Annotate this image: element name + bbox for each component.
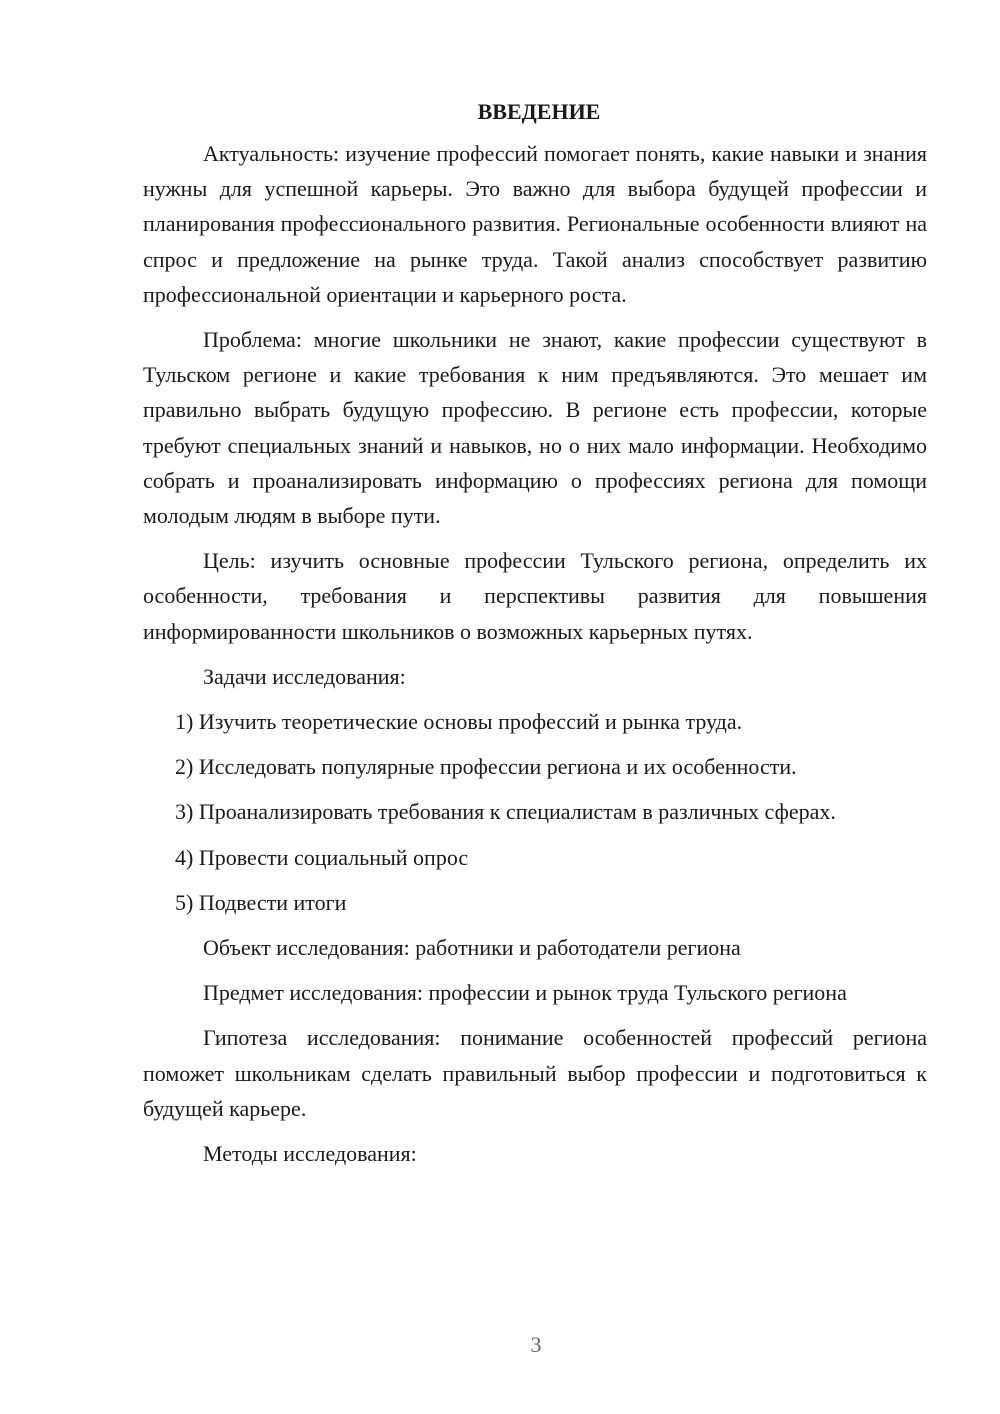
- methods-heading: Методы исследования:: [203, 1141, 417, 1167]
- task-item: 5) Подвести итоги: [175, 889, 347, 915]
- page-content: [143, 96, 927, 1181]
- object-paragraph: Объект исследования: работники и работодатели региона: [203, 935, 741, 961]
- hypothesis-paragraph: Гипотеза исследования: понимание особенностей профессий региона поможет школьникам сделать правильный выбор профессии и подготовиться к будущей карьере.: [143, 1025, 927, 1121]
- relevance-paragraph: Актуальность: изучение профессий помогает понять, какие навыки и знания нужны для успешной карьеры. Это важно для выбора будущей профессии и планирования профессионального развития. Региональные особенности влияют на спрос и предложение на рынке труда. Такой анализ способствует развитию профессиональной ориентации и карьерного роста.: [143, 141, 927, 307]
- section-title: ВВЕДЕНИЕ: [477, 99, 601, 124]
- goal-paragraph: Цель: изучить основные профессии Тульского региона, определить их особенности, требования и перспективы развития для повышения информированности школьников о возможных карьерных путях.: [143, 548, 927, 644]
- problem-paragraph: Проблема: многие школьники не знают, какие профессии существуют в Тульском регионе и какие требования к ним предъявляются. Это мешает им правильно выбрать будущую профессию. В регионе есть профессии, которые требуют специальных знаний и навыков, но о них мало информации. Необходимо собрать и проанализировать информацию о профессиях региона для помощи молодым людям в выборе пути.: [143, 327, 927, 529]
- subject-paragraph: Предмет исследования: профессии и рынок труда Тульского региона: [203, 980, 847, 1006]
- task-item: 1) Изучить теоретические основы профессий и рынка труда.: [175, 709, 743, 735]
- tasks-heading: Задачи исследования:: [203, 663, 406, 689]
- task-item: 4) Провести социальный опрос: [175, 844, 469, 870]
- task-item: 3) Проанализировать требования к специалистам в различных сферах.: [175, 799, 836, 825]
- tasks-list: [143, 704, 927, 920]
- page-number: 3: [530, 1332, 542, 1357]
- task-item: 2) Исследовать популярные профессии региона и их особенности.: [175, 754, 797, 780]
